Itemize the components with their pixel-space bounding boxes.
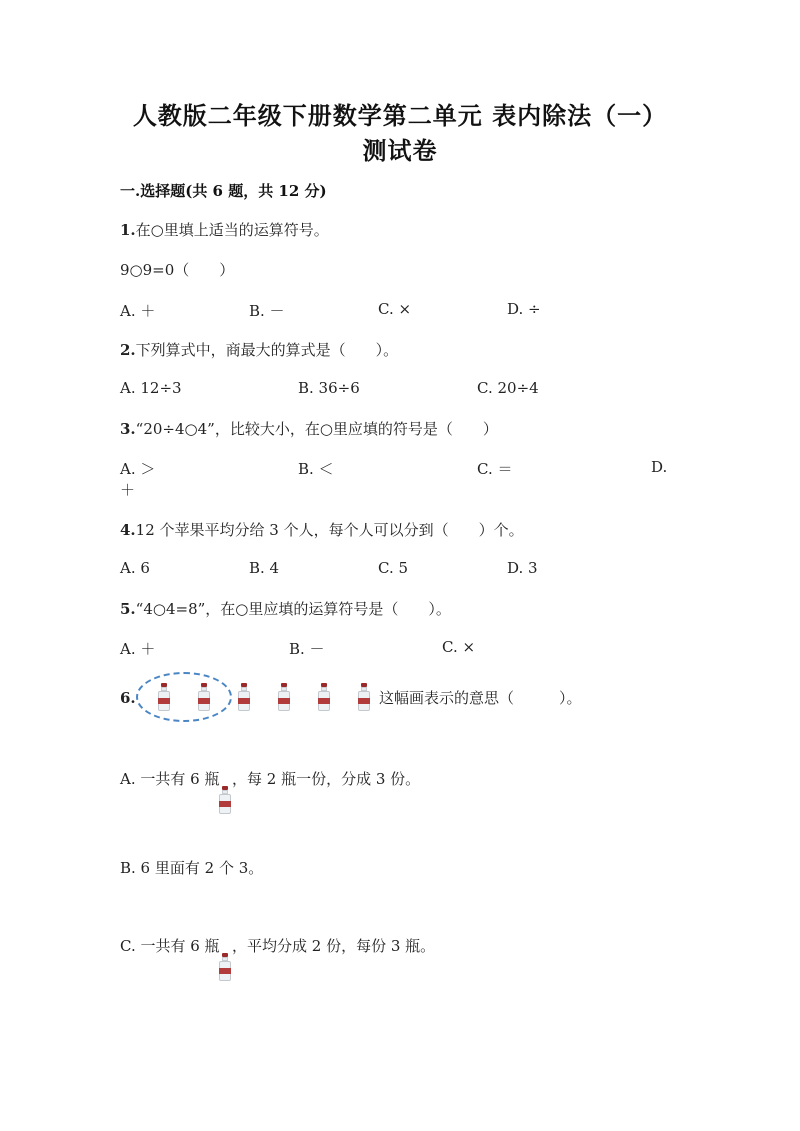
- document-title-line1: 人教版二年级下册数学第二单元 表内除法（一）: [132, 101, 668, 130]
- q4-option-b[interactable]: B. 4: [249, 559, 280, 577]
- q4-option-c[interactable]: C. 5: [378, 559, 409, 577]
- question-2: [120, 339, 398, 360]
- q3-option-b[interactable]: B. ＜: [298, 460, 334, 478]
- question-4: [120, 519, 524, 540]
- question-text: “20÷4○4”，比较大小，在○里应填的符号是（ ）: [135, 420, 498, 438]
- q5-option-b[interactable]: B. －: [289, 640, 325, 658]
- question-text: “4○4=8”，在○里应填的运算符号是（ ）。: [135, 600, 451, 618]
- q4-option-a[interactable]: A. 6: [120, 559, 150, 577]
- water-bottle-icon: [218, 953, 232, 981]
- water-bottle-icon: [157, 683, 171, 711]
- water-bottle-icon: [317, 683, 331, 711]
- q3-option-d-value: ＋: [120, 481, 136, 499]
- q2-option-b[interactable]: B. 36÷6: [298, 379, 360, 397]
- water-bottle-icon: [357, 683, 371, 711]
- section-heading: 一.选择题(共 6 题，共 12 分): [120, 182, 327, 200]
- q6-option-c-end: ，平均分成 2 份，每份 3 瓶。: [232, 937, 436, 955]
- question-1-expression: 9○9=0（ ）: [120, 261, 235, 279]
- question-number: 1.: [120, 221, 136, 239]
- q5-option-c[interactable]: C. ×: [442, 638, 476, 656]
- question-6-number: [120, 689, 136, 707]
- q2-option-c[interactable]: C. 20÷4: [477, 379, 539, 397]
- question-6-text: 这幅画表示的意思（ ）。: [379, 689, 582, 707]
- question-5: [120, 598, 451, 619]
- q3-option-a[interactable]: A. ＞: [120, 460, 156, 478]
- question-number: 2.: [120, 341, 136, 359]
- q6-option-b[interactable]: B. 6 里面有 2 个 3。: [120, 859, 264, 877]
- water-bottle-icon: [197, 683, 211, 711]
- question-3: [120, 418, 498, 439]
- q4-option-d[interactable]: D. 3: [507, 559, 538, 577]
- q6-option-c-start[interactable]: C. 一共有 6 瓶: [120, 937, 220, 955]
- q5-option-a[interactable]: A. ＋: [120, 640, 156, 658]
- q1-option-a[interactable]: A. ＋: [120, 302, 156, 320]
- question-number: 5.: [120, 600, 136, 618]
- q3-option-d[interactable]: D.: [651, 458, 668, 476]
- question-text: 在○里填上适当的运算符号。: [135, 221, 329, 239]
- water-bottle-icon: [237, 683, 251, 711]
- q6-option-a-end: ，每 2 瓶一份，分成 3 份。: [232, 770, 421, 788]
- q3-option-c[interactable]: C. ＝: [477, 460, 513, 478]
- question-number: 3.: [120, 420, 136, 438]
- q1-option-d[interactable]: D. ÷: [507, 300, 541, 318]
- question-1: [120, 219, 329, 240]
- dashed-grouping-ellipse: [136, 672, 232, 722]
- question-text: 下列算式中，商最大的算式是（ ）。: [135, 341, 399, 359]
- question-number: 6.: [120, 689, 136, 707]
- q1-option-b[interactable]: B. －: [249, 302, 285, 320]
- water-bottle-icon: [218, 786, 232, 814]
- water-bottle-icon: [277, 683, 291, 711]
- question-number: 4.: [120, 521, 136, 539]
- document-title-line2: 测试卷: [362, 136, 438, 165]
- q2-option-a[interactable]: A. 12÷3: [120, 379, 182, 397]
- q1-option-c[interactable]: C. ×: [378, 300, 412, 318]
- question-text: 12 个苹果平均分给 3 个人，每个人可以分到（ ）个。: [135, 521, 524, 539]
- q6-option-a-start[interactable]: A. 一共有 6 瓶: [120, 770, 220, 788]
